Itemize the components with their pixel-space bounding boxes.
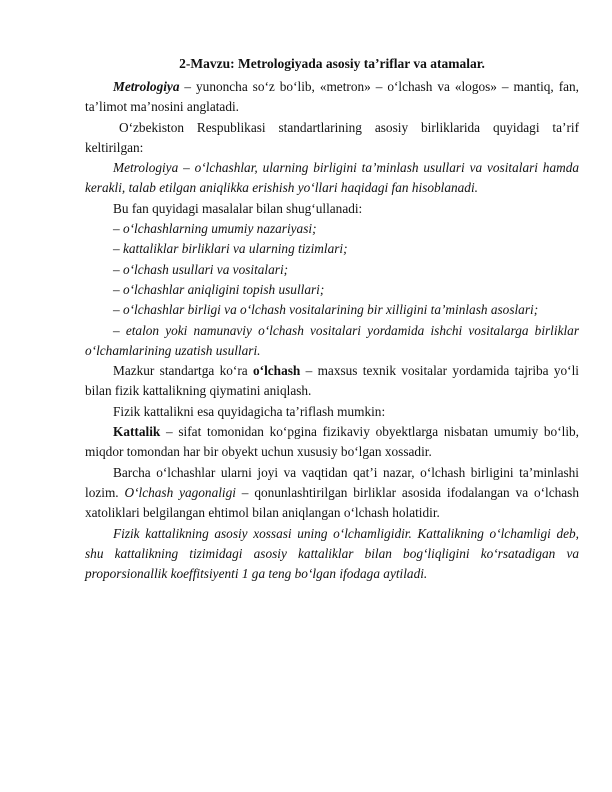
document-page <box>85 55 579 584</box>
paragraph-text: Barcha o‘lchashlar ularni joyi va vaqtidan qat’i nazar, o‘lchash birligini ta’minlashi lozim. <box>85 464 579 500</box>
paragraph-tasks-intro: Bu fan quyidagi masalalar bilan shug‘ullanadi: <box>113 200 363 216</box>
list-item: – o‘lchashlarning umumiy nazariyasi; <box>113 221 317 237</box>
paragraph-dimension-definition: Fizik kattalikning asosiy xossasi uning o‘lchamligidir. Kattalikning o‘lchamligi deb, shu kattalikning tizimidagi asosiy kattaliklar bilan bog‘liqligini ko‘rsatadigan va proporsionallik koeffitsiyenti 1 ga teng bo‘lgan ifodaga aytiladi. <box>85 525 579 582</box>
paragraph-physical-quantity-intro: Fizik kattalikni esa quyidagicha ta’riflash mumkin: <box>113 403 386 419</box>
paragraph-kattalik-definition <box>85 422 579 463</box>
page-title: 2-Mavzu: Metrologiyada asosiy ta’riflar va atamalar. <box>179 56 485 71</box>
list-item: – o‘lchashlar aniqligini topish usullari; <box>113 281 325 297</box>
paragraph-uniformity <box>85 463 579 524</box>
paragraph-text: – sifat tomonidan ko‘pgina fizikaviy obyektlarga nisbatan umumiy bo‘lib, miqdor tomondan har bir obyekt uchun xususiy bo‘lgan xossadir. <box>85 424 579 460</box>
paragraph-standard-definition: Metrologiya – o‘lchashlar, ularning birligini ta’minlash usullari va vositalari hamda kerakli, talab etilgan aniqlikka erishish yo‘llari haqidagi fan hisoblanadi. <box>85 160 579 196</box>
paragraph-standard-intro: O‘zbekiston Respublikasi standartlarining asosiy birliklarida quyidagi ta’rif keltirilgan: <box>85 119 579 155</box>
term-olchash-yagonaligi: O‘lchash yagonaligi <box>124 484 236 500</box>
paragraph-text: – maxsus texnik vositalar yordamida tajriba yo‘li bilan fizik kattalikning qiymatini aniqlash. <box>85 363 579 399</box>
list-item: – kattaliklar birliklari va ularning tizimlari; <box>113 241 348 257</box>
paragraph-text: – yunoncha so‘z bo‘lib, «metron» – o‘lchash va «logos» – mantiq, fan, ta’limot ma’nosini anglatadi. <box>85 79 579 115</box>
paragraph-metrologiya-definition <box>85 77 579 118</box>
list-item: – o‘lchash usullari va vositalari; <box>113 261 289 277</box>
list-item: – etalon yoki namunaviy o‘lchash vositalari yordamida ishchi vositalarga birliklar o‘lchamlarining uzatish usullari. <box>85 322 579 358</box>
paragraph-text: – qonunlashtirilgan birliklar asosida ifodalangan va o‘lchash xatoliklari belgilangan ehtimol bilan aniqlangan o‘lchash holatidir. <box>85 484 579 521</box>
term-olchash: o‘lchash <box>253 363 301 379</box>
list-item: – o‘lchashlar birligi va o‘lchash vositalarining bir xilligini ta’minlash asoslari; <box>113 302 539 318</box>
term-kattalik: Kattalik <box>113 424 161 440</box>
paragraph-olchash-definition <box>85 361 579 402</box>
paragraph-text: Mazkur standartga ko‘ra <box>113 363 253 379</box>
term-metrologiya: Metrologiya <box>113 79 180 94</box>
